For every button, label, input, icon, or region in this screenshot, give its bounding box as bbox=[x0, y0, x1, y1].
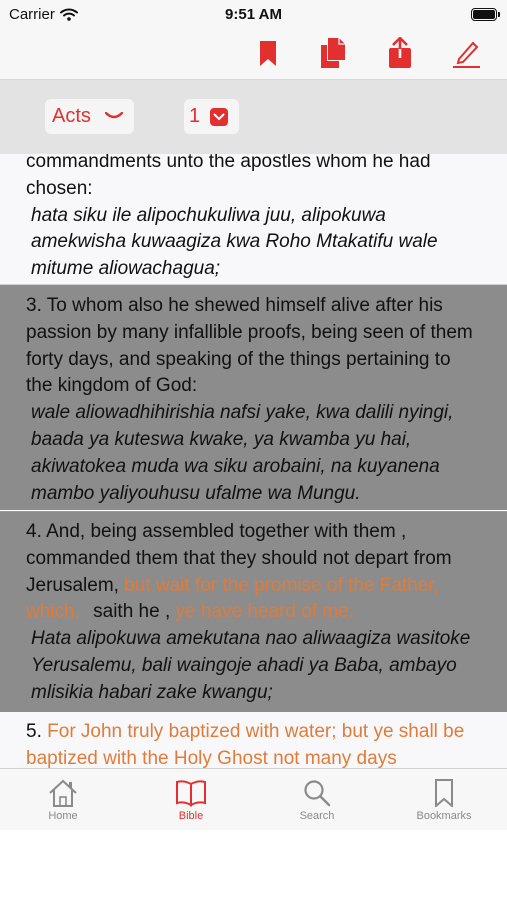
tab-bookmarks[interactable] bbox=[389, 769, 499, 831]
words-of-jesus: ye have heard of me. bbox=[175, 601, 355, 623]
verse-text: saith he , bbox=[93, 601, 171, 623]
tab-label: Home bbox=[48, 810, 78, 822]
battery-icon bbox=[471, 8, 497, 21]
book-label: Acts bbox=[52, 105, 91, 127]
verse-english: commandments unto the apostles whom he had chosen: bbox=[26, 154, 431, 199]
verse-list[interactable] bbox=[0, 154, 507, 768]
verse-swahili: wale aliowadhihirishia nafsi yake, kwa dalili nyingi, baada ya kuteswa kwake, ya kwamba yu hai, akiwatokea muda wa siku arobaini, na kuyanena mambo yaliyouhusu ufalme wa Mungu. bbox=[31, 402, 454, 504]
tab-label: Search bbox=[299, 810, 335, 822]
verse-swahili: hata siku ile alipochukuliwa juu, alipokuwa amekwisha kuwaagiza kwa Roho Mtakatifu wale mitume aliowachagua; bbox=[31, 204, 438, 280]
tab-label: Bible bbox=[178, 810, 204, 822]
status-bar bbox=[0, 0, 507, 28]
carrier-label: Carrier bbox=[9, 6, 55, 23]
bookmark-icon[interactable] bbox=[253, 36, 283, 70]
tab-bible[interactable] bbox=[136, 769, 246, 831]
verse-row[interactable] bbox=[0, 712, 507, 768]
verse-swahili: Hata alipokuwa amekutana nao aliwaagiza wasitoke Yerusalemu, bali waingoje ahadi ya Baba, ambayo mlisikia habari zake kwangu; bbox=[31, 628, 471, 703]
toolbar bbox=[0, 28, 507, 80]
words-of-jesus: but wait for the promise of the Father, which, bbox=[26, 574, 439, 623]
tab-home[interactable] bbox=[8, 769, 118, 831]
bookmark-outline-icon bbox=[434, 779, 454, 807]
status-time: 9:51 AM bbox=[225, 6, 282, 23]
book-icon bbox=[175, 779, 207, 807]
edit-icon[interactable] bbox=[451, 36, 481, 70]
verse-english: 3. To whom also he shewed himself alive after his passion by many infallible proofs, being seen of them forty days, and speaking of the things pertaining to the kingdom of God: bbox=[26, 295, 473, 397]
search-icon bbox=[303, 779, 331, 807]
reference-bar bbox=[0, 80, 507, 154]
verse-number: 5. bbox=[26, 721, 42, 742]
verse-row-selected[interactable] bbox=[0, 511, 507, 712]
chevron-down-icon bbox=[105, 112, 123, 121]
verse-row-selected[interactable] bbox=[0, 284, 507, 510]
share-icon[interactable] bbox=[385, 36, 415, 70]
copy-icon[interactable] bbox=[318, 36, 348, 70]
verse-text: 4. And, being assembled together with them , commanded them that they should not depart from Jerusalem, bbox=[26, 521, 452, 596]
home-icon bbox=[48, 779, 78, 807]
chapter-selector[interactable] bbox=[184, 99, 239, 134]
chevron-down-icon bbox=[210, 108, 228, 126]
tab-bar bbox=[0, 768, 507, 830]
words-of-jesus: For John truly baptized with water; but ye shall be baptized with the Holy Ghost not many days bbox=[26, 721, 465, 768]
chapter-label: 1 bbox=[189, 105, 201, 127]
verse-row[interactable] bbox=[0, 154, 507, 284]
book-selector[interactable] bbox=[45, 99, 134, 134]
tab-search[interactable] bbox=[262, 769, 372, 831]
tab-label: Bookmarks bbox=[416, 810, 472, 822]
verse-english bbox=[26, 519, 481, 626]
